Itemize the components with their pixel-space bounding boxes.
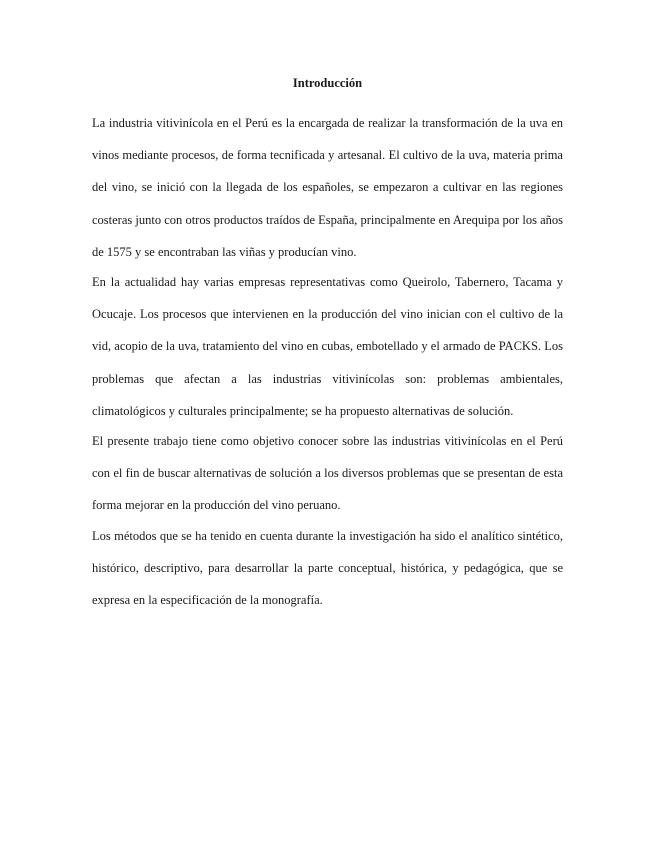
paragraph-1: La industria vitivinícola en el Perú es la encargada de realizar la transformación de la uva en vinos mediante procesos, de forma tecnificada y artesanal. El cultivo de la uva, materia prima del vino, se inició con la llegada de los españoles, se empezaron a cultivar en las regiones costeras junto con otros productos traídos de España, principalmente en Arequipa por los años de 1575 y se encontraban las viñas y producían vino. — [92, 116, 563, 259]
paragraph-4: Los métodos que se ha tenido en cuenta durante la investigación ha sido el analítico sintético, histórico, descriptivo, para desarrollar la parte conceptual, histórica, y pedagógica, que se expresa en la especificación de la monografía. — [92, 528, 563, 608]
paragraph-2: En la actualidad hay varias empresas representativas como Queirolo, Tabernero, Tacama y Ocucaje. Los procesos que intervienen en la producción del vino inician con el cultivo de la vid, acopio de la uva, tratamiento del vino en cubas, embotellado y el armado de PACKS. Los problemas que afectan a las industrias vitivinícolas son: problemas ambientales, climatológicos y culturales principalmente; se ha propuesto alternativas de solución. — [92, 275, 563, 418]
page-title: Introducción — [292, 76, 363, 90]
paragraph-3: El presente trabajo tiene como objetivo conocer sobre las industrias vitivinícolas en el Perú con el fin de buscar alternativas de solución a los diversos problemas que se presentan de esta forma mejorar en la producción del vino peruano. — [92, 434, 563, 513]
